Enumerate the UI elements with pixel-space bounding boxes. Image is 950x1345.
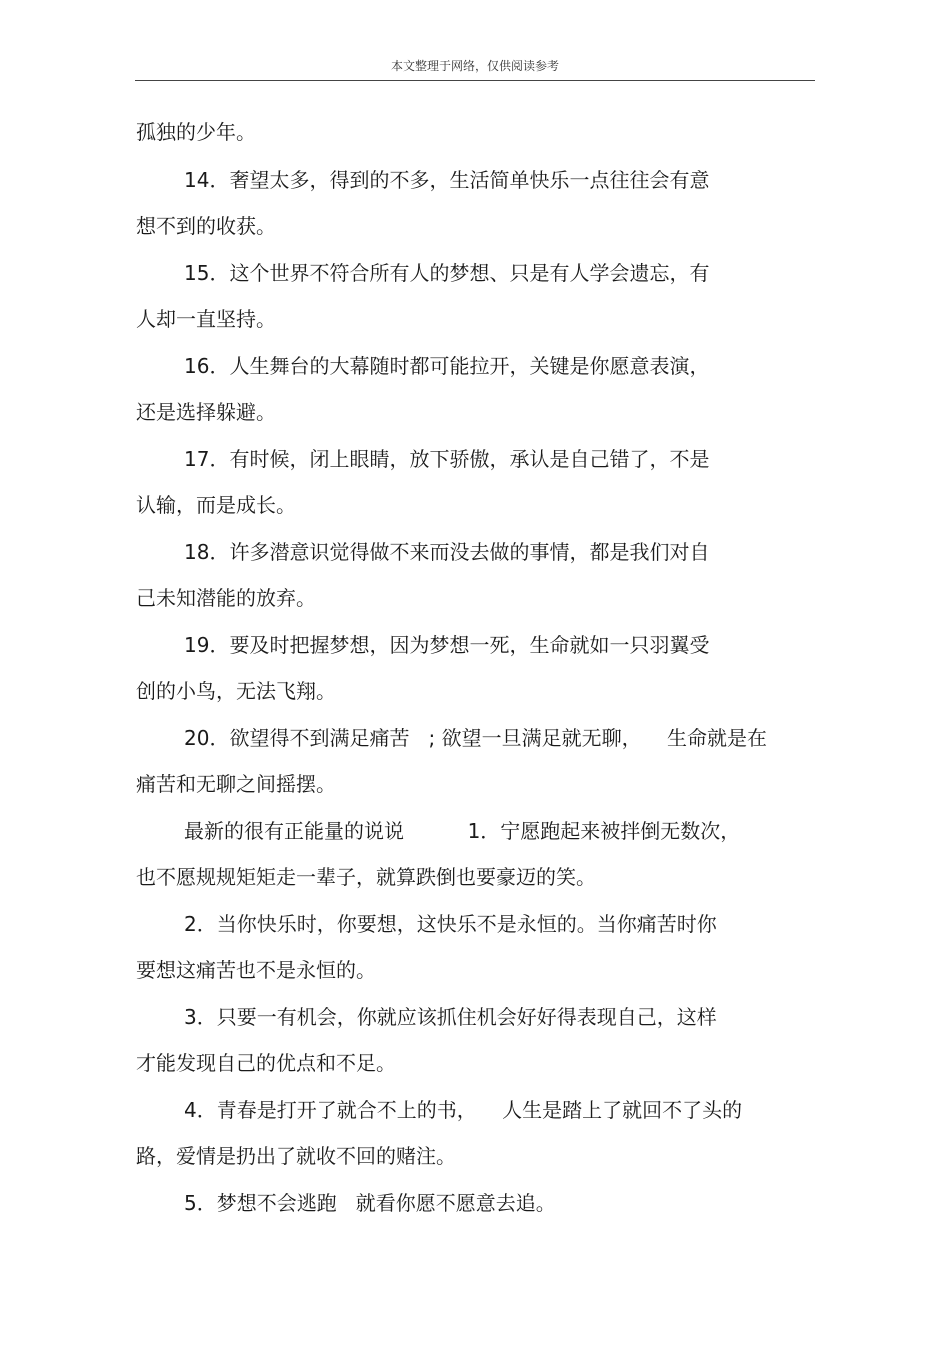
text-line: 最新的很有正能量的说说 1．宁愿跑起来被拌倒无数次， xyxy=(184,819,741,843)
text-line: 3．只要一有机会，你就应该抓住机会好好得表现自己，这样 xyxy=(184,1005,717,1029)
text-line: 19．要及时把握梦想，因为梦想一死，生命就如一只羽翼受 xyxy=(184,633,710,657)
header-rule xyxy=(135,80,815,81)
text-line: 20．欲望得不到满足痛苦 ; 欲望一旦满足就无聊， 生命就是在 xyxy=(184,726,768,750)
text-line: 孤独的少年。 xyxy=(136,120,256,144)
text-line: 15．这个世界不符合所有人的梦想、只是有人学会遗忘，有 xyxy=(184,261,710,285)
page-header: 本文整理于网络，仅供阅读参考 xyxy=(390,59,559,73)
text-line: 己未知潜能的放弃。 xyxy=(136,586,316,610)
text-line: 人却一直坚持。 xyxy=(136,307,276,331)
text-line: 5．梦想不会逃跑 就看你愿不愿意去追。 xyxy=(184,1191,556,1215)
text-line: 创的小鸟，无法飞翔。 xyxy=(136,679,336,703)
text-line: 想不到的收获。 xyxy=(136,214,276,238)
text-line: 17．有时候，闭上眼睛，放下骄傲，承认是自己错了，不是 xyxy=(184,447,710,471)
text-line: 才能发现自己的优点和不足。 xyxy=(136,1051,396,1075)
text-line: 16．人生舞台的大幕随时都可能拉开，关键是你愿意表演， xyxy=(184,354,710,378)
text-line: 还是选择躲避。 xyxy=(136,400,276,424)
text-line: 要想这痛苦也不是永恒的。 xyxy=(136,958,376,982)
text-line: 14．奢望太多，得到的不多，生活简单快乐一点往往会有意 xyxy=(184,168,710,192)
text-line: 认输，而是成长。 xyxy=(136,493,296,517)
text-line: 4．青春是打开了就合不上的书， 人生是踏上了就回不了头的 xyxy=(184,1098,743,1122)
text-line: 路，爱情是扔出了就收不回的赌注。 xyxy=(136,1144,456,1168)
text-line: 也不愿规规矩矩走一辈子，就算跌倒也要豪迈的笑。 xyxy=(136,865,596,889)
text-line: 2．当你快乐时，你要想，这快乐不是永恒的。当你痛苦时你 xyxy=(184,912,717,936)
text-line: 18．许多潜意识觉得做不来而没去做的事情，都是我们对自 xyxy=(184,540,710,564)
text-line: 痛苦和无聊之间摇摆。 xyxy=(136,772,336,796)
